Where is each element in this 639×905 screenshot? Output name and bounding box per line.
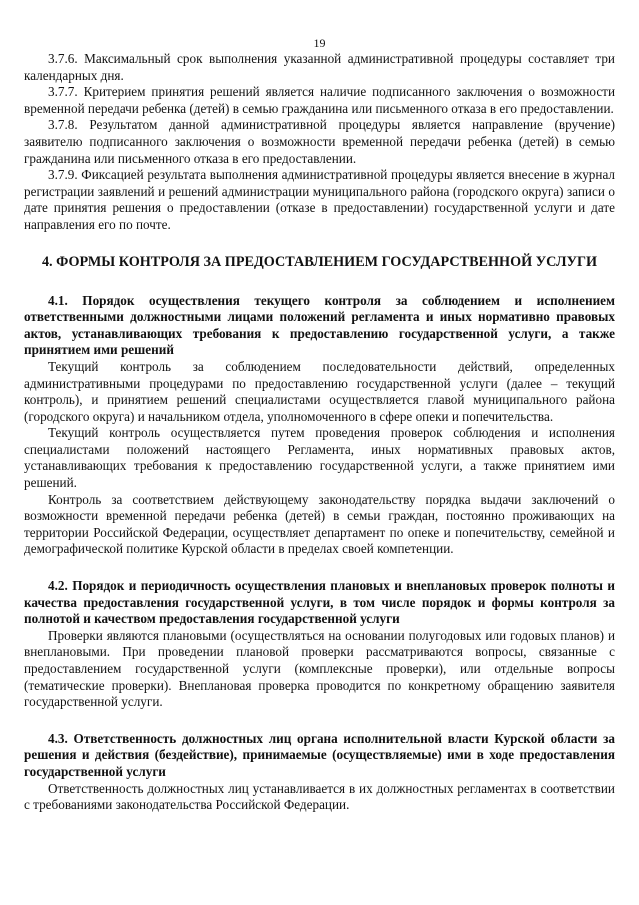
paragraph-3-7-8: 3.7.8. Результатом данной административной процедуры является направление (вручение) заявителю подписанного заключения о возможности временной передачи ребенка (детей) в семью гражданина или письменного отказа в его предоставлении. xyxy=(24,117,615,166)
paragraph-3-7-6: 3.7.6. Максимальный срок выполнения указанной административной процедуры составляет три календарных дня. xyxy=(24,51,615,83)
subsection-4-2-title: 4.2. Порядок и периодичность осуществления плановых и внеплановых проверок полноты и качества предоставления государственной услуги, в том числе порядок и формы контроля за полнотой и качеством предоставления государственной услуги xyxy=(24,578,615,627)
subsection-4-3-paragraph: Ответственность должностных лиц устанавливается в их должностных регламентах в соответствии с требованиями законодательства Российской Федерации. xyxy=(24,780,615,813)
document-page xyxy=(24,36,615,814)
subsection-4-2-paragraph: Проверки являются плановыми (осуществляться на основании полугодовых или годовых планов) и внеплановыми. При проведении плановой проверки рассматриваются вопросы, связанные с предоставлением государственной услуги (комплексные проверки), или отдельные вопросы (тематические проверки). Внеплановая проверка проводится по конкретному обращению заявителя государственной услуги. xyxy=(24,627,615,710)
section-4-title: 4. ФОРМЫ КОНТРОЛЯ ЗА ПРЕДОСТАВЛЕНИЕМ ГОСУДАРСТВЕННОЙ УСЛУГИ xyxy=(41,253,598,270)
subsection-4-1-paragraph: Текущий контроль за соблюдением последовательности действий, определенных административными процедурами по предоставлению государственной услуги (далее – текущий контроль), и принятием решений специалистами осуществляется главой муниципального района (городского округа) и начальником отдела, уполномоченного в сфере опеки и попечительства. xyxy=(24,358,615,424)
page-number: 19 xyxy=(313,36,326,50)
document-body xyxy=(24,51,615,814)
subsection-4-1-title: 4.1. Порядок осуществления текущего контроля за соблюдением и исполнением ответственными должностными лицами положений регламента и иных нормативно правовых актов, устанавливающих требования к предоставлению государственной услуги, а также принятием ими решений xyxy=(24,292,615,358)
subsection-4-1-paragraph: Текущий контроль осуществляется путем проведения проверок соблюдения и исполнения специалистами положений настоящего Регламента, иных нормативных правовых актов, устанавливающих требования к предоставлению государственной услуги, а также принятием ими решений. xyxy=(24,425,615,491)
paragraph-3-7-9: 3.7.9. Фиксацией результата выполнения административной процедуры является внесение в журнал регистрации заявлений и решений администрации муниципального района (городского округа) записи о дате принятия решения о предоставлении (отказе в предоставлении) государственной услуги и дате направления его по почте. xyxy=(24,167,615,232)
subsection-4-1-paragraph: Контроль за соответствием действующему законодательству порядка выдачи заключений о возможности временной передачи ребенка (детей) в семьи граждан, постоянно проживающих на территории Российской Федерации, осуществляет департамент по опеке и попечительству, семейной и демографической политике Курской области в пределах своей компетенции. xyxy=(24,491,615,557)
subsection-4-3-title: 4.3. Ответственность должностных лиц органа исполнительной власти Курской области за решения и действия (бездействие), принимаемые (осуществляемые) ими в ходе предоставления государственной услуги xyxy=(24,730,615,779)
paragraph-3-7-7: 3.7.7. Критерием принятия решений является наличие подписанного заключения о возможности временной передачи ребенка (детей) в семью гражданина или письменного отказа в его предоставлении. xyxy=(24,84,615,116)
